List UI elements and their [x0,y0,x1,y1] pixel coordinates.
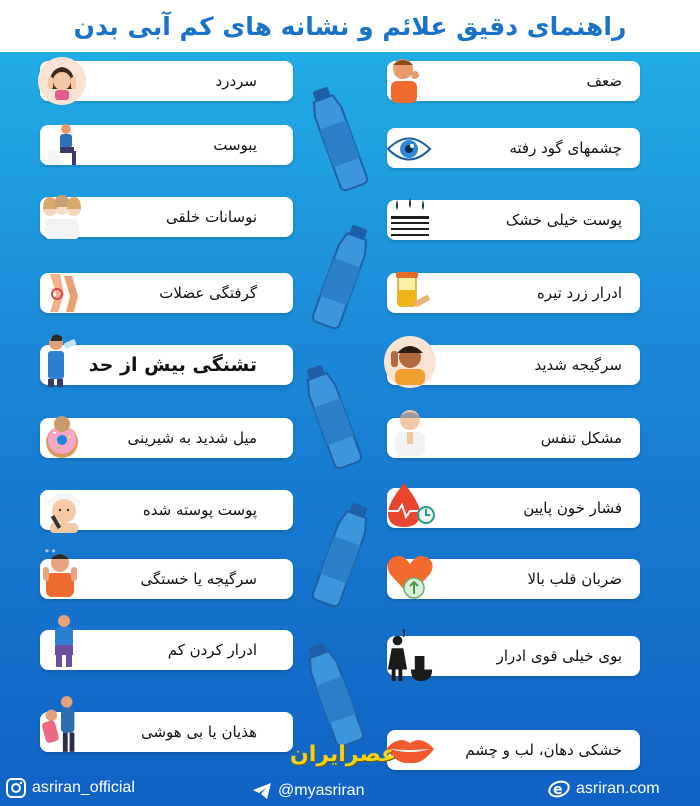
constipation-icon [40,121,88,169]
website-link[interactable] [548,778,660,800]
eye-icon [386,126,432,172]
mood-swings-icon [38,193,86,241]
svg-text:e: e [553,782,563,798]
brand-logo-text: عصرایران [290,742,397,767]
water-bottle-icon [302,640,366,754]
symptom-label: ضربان قلب بالا [527,570,622,588]
skin-layers-icon [386,195,434,243]
symptom-label: نوسانات خلقی [165,208,257,226]
breathing-icon [384,406,436,458]
symptom-label: مشکل تنفس [540,429,622,447]
symptom-label: فشار خون پایین [523,499,622,517]
symptom-label: بوی خیلی قوی ادرار [496,647,622,665]
headache-icon [38,57,86,105]
instagram-icon [6,778,26,798]
web-logo-icon [548,778,572,800]
water-bottle-icon [310,222,374,336]
urination-icon [40,617,88,665]
water-bottle-icon [306,84,370,198]
symptom-label: تشنگی بیش از حد [88,354,257,376]
dry-skin-face-icon [40,485,88,533]
website-text: asriran.com [576,780,660,797]
water-bottle-icon [300,362,364,476]
footer [0,772,700,806]
instagram-text: asriran_official [32,779,135,796]
telegram-handle[interactable] [252,782,364,800]
symptom-label: خشکی دهان، لب و چشم [465,741,622,759]
page-title: راهنمای دقیق علائم و نشانه های کم آبی بدن [73,11,627,41]
symptom-label: یبوست [213,136,257,154]
symptom-label: ضعف [586,72,622,90]
urine-sample-icon [384,270,432,318]
symptom-label: گرفتگی عضلات [159,284,257,302]
heart-rate-icon [384,549,436,601]
fainting-icon [36,700,84,748]
svg-text:* *: * * [45,548,56,557]
symptom-label: میل شدید به شیرینی [127,429,257,447]
telegram-text: @myasriran [278,782,365,799]
symptom-label: سردرد [215,72,257,90]
symptom-label: چشمهای گود رفته [509,139,622,157]
water-bottle-icon [310,500,374,614]
instagram-handle[interactable] [6,778,135,798]
title-bar [0,0,700,52]
symptom-label: ادرار کردن کم [167,641,257,659]
weakness-icon [380,56,428,104]
symptom-label: پوست خیلی خشک [505,211,622,229]
toilet-smell-icon [384,626,436,686]
symptom-label: ادرار زرد تیره [536,284,622,302]
blood-pressure-icon [384,480,436,532]
muscle-cramp-icon [38,268,86,316]
severe-dizziness-icon [384,336,436,388]
drinking-icon [40,336,88,384]
donut-icon [38,413,86,461]
symptom-label: پوست پوسته شده [142,501,257,519]
dizzy-icon [36,549,84,597]
symptom-label: سرگیجه شدید [534,356,622,374]
telegram-icon [252,782,272,800]
symptom-label: سرگیجه یا خستگی [140,570,257,588]
symptom-label: هذیان یا بی هوشی [140,723,257,741]
